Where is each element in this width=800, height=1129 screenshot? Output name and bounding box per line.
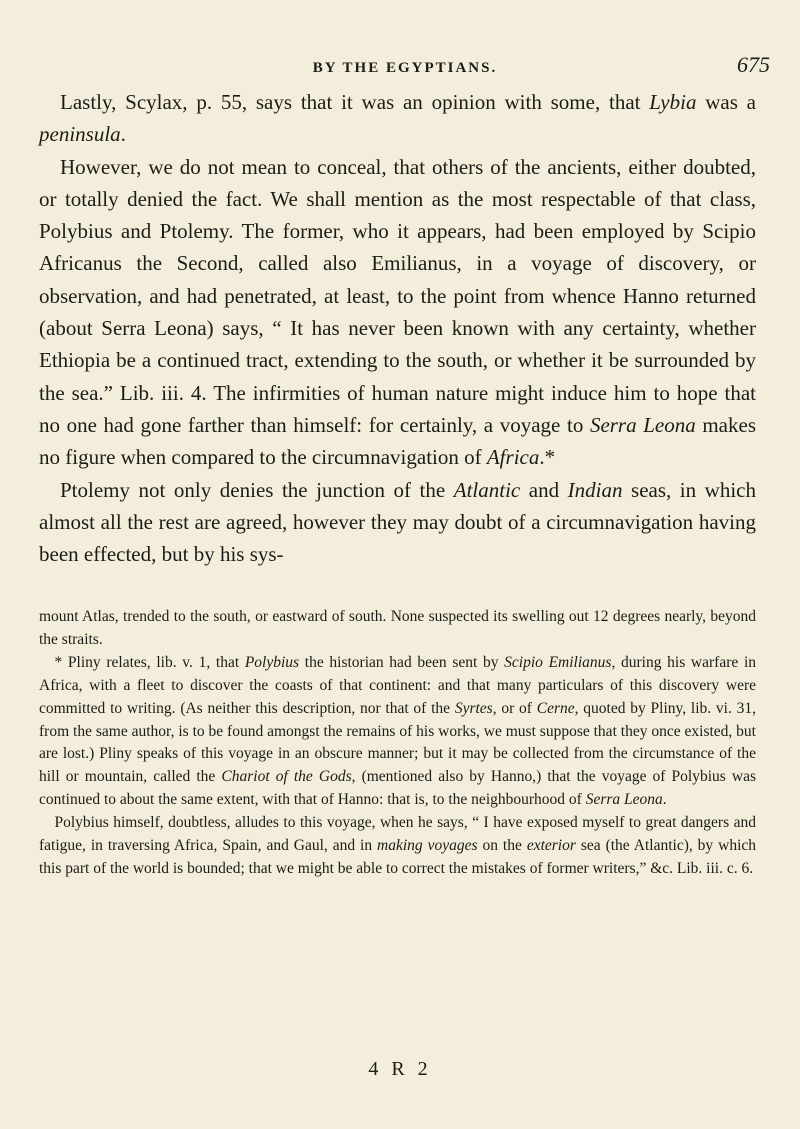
page-number: 675 [737,52,770,77]
page-header [40,52,770,86]
running-title: BY THE EGYPTIANS. [312,60,498,76]
footnote-pliny: * Pliny relates, lib. v. 1, that Polybius the historian had been sent by Scipio Emilianus, during his warfare in Africa, with a fleet to discover the coasts of that continent: and that many particulars of this discovery were committed to writing. (As neither this description, nor that of the Syrtes, or of Cerne, quoted by Pliny, lib. vi. 31, from the same author, is to be found amongst the remains of his works, we must suppose that they once existed, but are lost.) Pliny speaks of this voyage in an obscure manner; but it may be collected from the circumstance of the hill or mountain, called the Chariot of the Gods, (mentioned also by Hanno,) that the voyage of Polybius was continued to about the same extent, with that of Hanno: that is, to the neighbourhood of Serra Leona. [39,653,756,809]
footnotes [39,606,756,881]
footnote-continuation: mount Atlas, trended to the south, or eastward of south. None suspected its swelling out 12 degrees nearly, beyond the straits. [39,608,756,648]
main-text [39,86,756,570]
paragraph-scylax: Lastly, Scylax, p. 55, says that it was an opinion with some, that Lybia was a peninsula. [39,90,757,147]
signature-mark: 4 R 2 [368,1058,432,1080]
paragraph-polybius: However, we do not mean to conceal, that others of the ancients, either doubted, or totally denied the fact. We shall mention as the most respectable of that class, Polybius and Ptolemy. The former, who it appears, had been employed by Scipio Africanus the Second, called also Emilianus, in a voyage of discovery, or observation, and had penetrated, at least, to the point from whence Hanno returned (about Serra Leona) says, “ It has never been known with any certainty, whether Ethiopia be a continued tract, extending to the south, or whether it be surrounded by the sea.” Lib. iii. 4. The infirmities of human nature might induce him to hope that no one had gone farther than himself: for certainly, a voyage to Serra Leona makes no figure when compared to the circumnavigation of Africa.* [39,154,756,470]
paragraph-ptolemy: Ptolemy not only denies the junction of the Atlantic and Indian seas, in which almost all the rest are agreed, however they may doubt of a circumnavigation having been effected, but by his sys- [39,477,756,567]
footnote-polybius-quote: Polybius himself, doubtless, alludes to this voyage, when he says, “ I have exposed myself to great dangers and fatigue, in traversing Africa, Spain, and Gaul, and in making voyages on the exterior sea (the Atlantic), by which this part of the world is bounded; that we might be able to correct the mistakes of former writers,” &c. Lib. iii. c. 6. [39,814,757,877]
